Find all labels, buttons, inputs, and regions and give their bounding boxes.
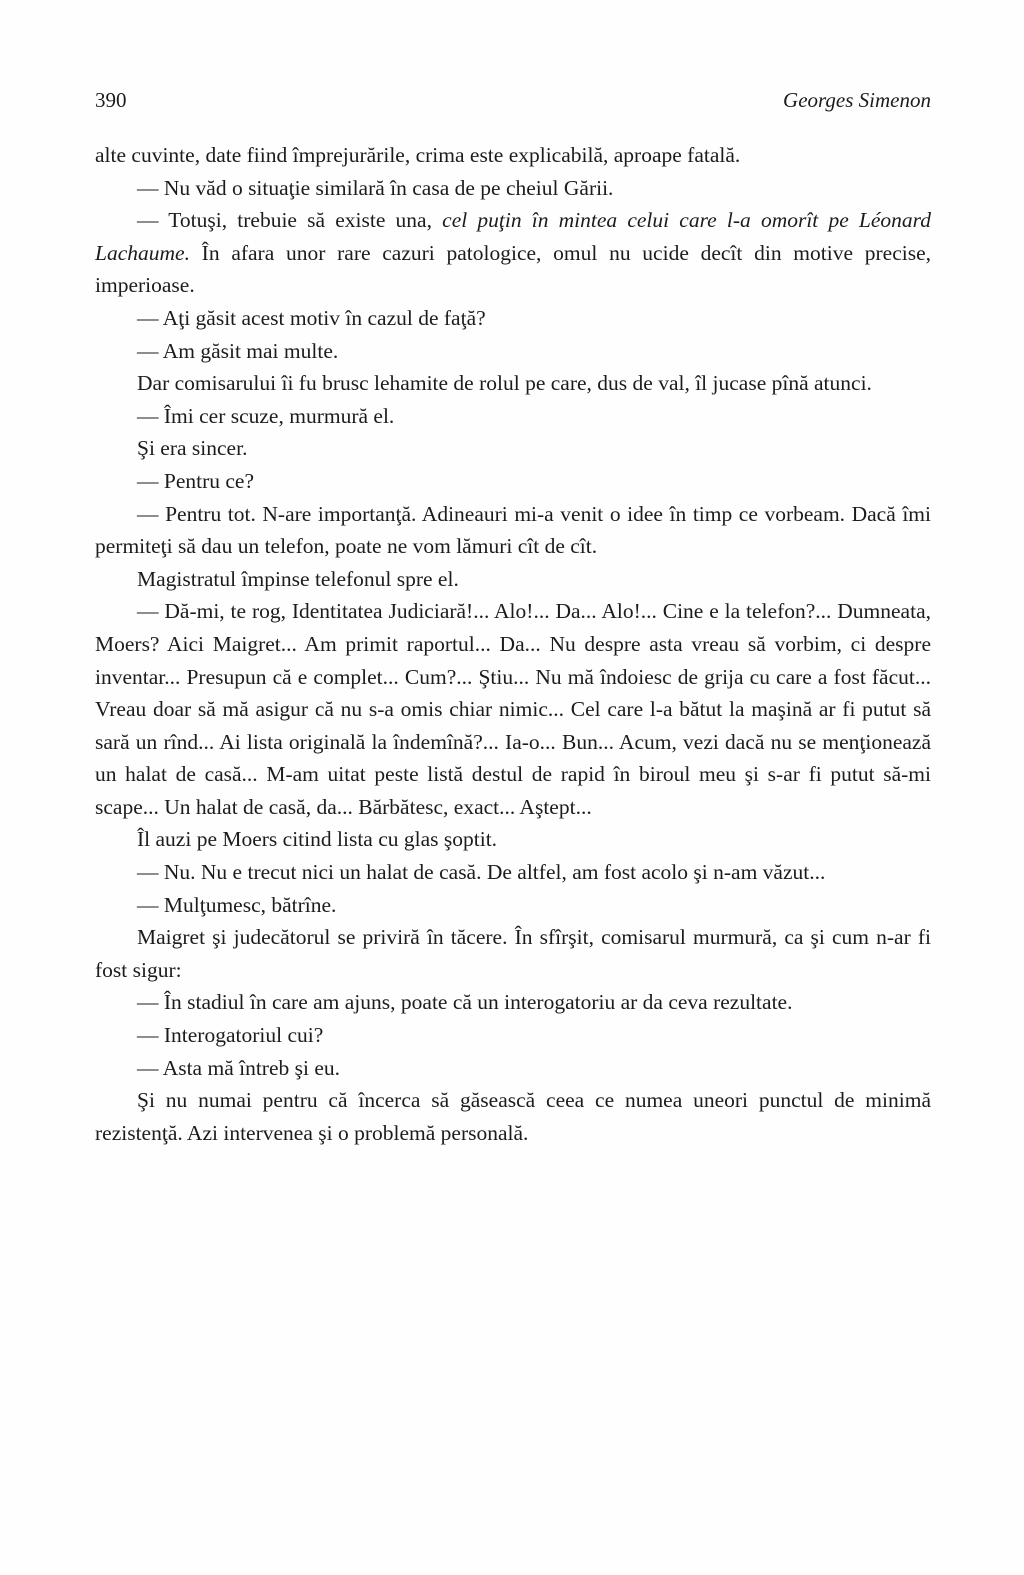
- page-content: [95, 88, 931, 1149]
- paragraph: [95, 921, 931, 986]
- text-run: — Totuşi, trebuie să existe una,: [137, 208, 443, 233]
- page-body: [95, 139, 931, 1149]
- text-run: Îl auzi pe Moers citind lista cu glas şoptit.: [137, 827, 498, 852]
- paragraph: [95, 856, 931, 889]
- text-run: — Pentru ce?: [137, 468, 255, 493]
- paragraph: [95, 563, 931, 596]
- text-run: — În stadiul în care am ajuns, poate că un interogatoriu ar da ceva rezultate.: [137, 990, 793, 1015]
- paragraph: [95, 889, 931, 922]
- paragraph: [95, 465, 931, 498]
- page-header: [95, 88, 931, 113]
- text-run: — Dă-mi, te rog, Identitatea Judiciară!... Alo!... Da... Alo!... Cine e la telefon?... Dumneata, Moers? Aici Maigret... Am primit raportul... Da... Nu despre asta vreau să vorbim, ci despre inventar... Presupun că e complet... Cum?... Ştiu... Nu mă îndoiesc de grija cu care a fost făcut... Vreau doar să mă asigur că nu s-a omis chiar nimic... Cel care l-a bătut la maşină ar fi putut să sară un rînd... Ai lista originală la îndemînă?... Ia-o... Bun... Acum, vezi dacă nu se menţionează un halat de casă... M-am uitat peste listă destul de rapid în biroul meu şi s-ar fi putut să-mi scape... Un halat de casă, da... Bărbătesc, exact... Aştept...: [95, 599, 931, 819]
- running-header: Georges Simenon: [783, 88, 931, 112]
- italic-text-run: cel puţin în mintea celui care l-a omorît pe Léonard Lachaume.: [95, 208, 931, 265]
- text-run: Maigret şi judecătorul se priviră în tăcere. În sfîrşit, comisarul murmură, ca şi cum n-ar fi fost sigur:: [95, 925, 931, 982]
- paragraph: [95, 432, 931, 465]
- paragraph: [95, 595, 931, 823]
- text-run: În afara unor rare cazuri patologice, omul nu ucide decît din motive precise, imperioase.: [95, 240, 931, 298]
- text-run: Şi nu numai pentru că încerca să găsească ceea ce numea uneori punctul de minimă rezistenţă. Azi intervenea şi o problemă personală.: [95, 1088, 931, 1145]
- text-run: — Mulţumesc, bătrîne.: [137, 892, 337, 917]
- text-run: — Nu. Nu e trecut nici un halat de casă. De altfel, am fost acolo şi n-am văzut...: [137, 860, 826, 885]
- text-run: Dar comisarului îi fu brusc lehamite de rolul pe care, dus de val, îl jucase pînă atunci.: [137, 371, 872, 396]
- text-run: — Aţi găsit acest motiv în cazul de faţă?: [137, 305, 486, 330]
- page-number: 390: [95, 88, 127, 112]
- text-run: alte cuvinte, date fiind împrejurările, crima este explicabilă, aproape fatală.: [95, 143, 741, 167]
- paragraph: [95, 1084, 931, 1149]
- text-run: — Am găsit mai multe.: [137, 338, 339, 363]
- text-run: Şi era sincer.: [137, 436, 248, 461]
- paragraph: [95, 335, 931, 368]
- paragraph: [95, 400, 931, 433]
- text-run: — Pentru tot. N-are importanţă. Adineauri mi-a venit o idee în timp ce vorbeam. Dacă îmi permiteţi să dau un telefon, poate ne vom lămuri cît de cît.: [95, 501, 931, 559]
- paragraph: [95, 1052, 931, 1085]
- text-run: Magistratul împinse telefonul spre el.: [137, 566, 459, 591]
- paragraph: [95, 139, 931, 172]
- text-run: — Interogatoriul cui?: [137, 1023, 324, 1048]
- paragraph: [95, 823, 931, 856]
- paragraph: [95, 986, 931, 1019]
- paragraph: [95, 367, 931, 400]
- paragraph: [95, 1019, 931, 1052]
- paragraph: [95, 172, 931, 205]
- paragraph: [95, 204, 931, 302]
- paragraph: [95, 302, 931, 335]
- text-run: — Nu văd o situaţie similară în casa de pe cheiul Gării.: [137, 175, 614, 200]
- text-run: — Asta mă întreb şi eu.: [137, 1055, 341, 1080]
- text-run: — Îmi cer scuze, murmură el.: [137, 403, 395, 428]
- paragraph: [95, 498, 931, 563]
